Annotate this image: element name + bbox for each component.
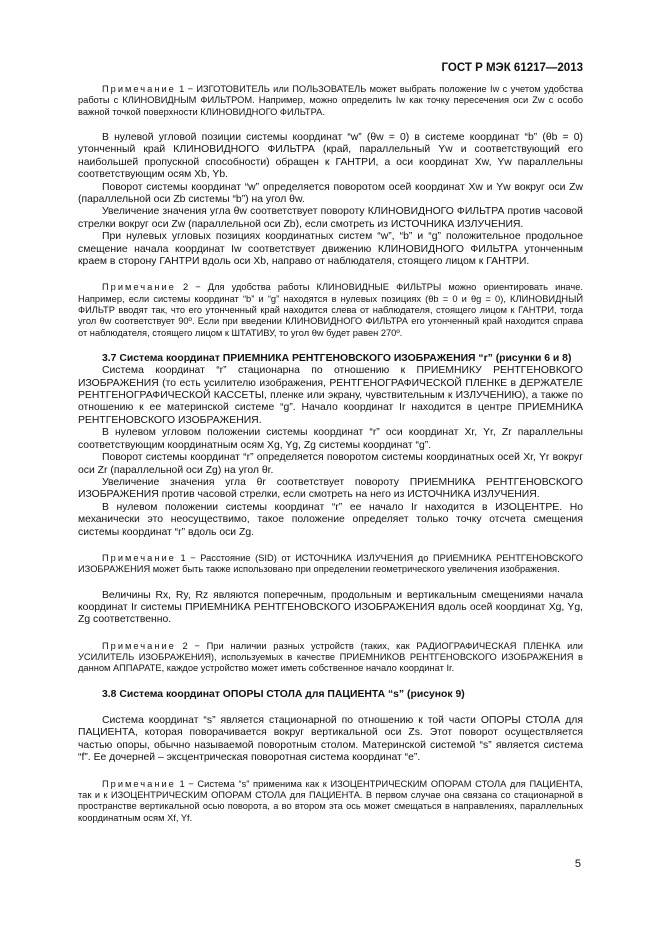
note-number: 2 − xyxy=(182,640,200,651)
note-1 xyxy=(78,84,583,118)
note-label: Примечание xyxy=(102,778,176,789)
note-1 xyxy=(78,779,583,824)
page-number: 5 xyxy=(574,858,581,870)
note-2 xyxy=(78,282,583,338)
note-label: Примечание xyxy=(102,84,176,94)
paragraph: В нулевой угловой позиции системы координат “w” (θw = 0) в системе координат “b” (θb = 0) утонченный край КЛИНОВИДНОГО ФИЛЬТРА (край, параллельный Yw и соответствующий его наибольшей пропускной способности) обращен к ГАНТРИ, а оси координат Xw, Yw параллельны соответствующим осям Xb, Yb. xyxy=(78,131,583,181)
note-number: 2 − xyxy=(182,282,201,293)
note-text: Система “s” применима как к ИЗОЦЕНТРИЧЕСКИМ ОПОРАМ СТОЛА для ПАЦИЕНТА, так и к ИЗОЦЕНТРИЧЕСКИМ ОПОРАМ СТОЛА для ПАЦИЕНТА. В первом случае она связана со стационарной в пространстве вертикальной осью поворота, а во втором эта ось может смещаться в направлениях, параллельных координатным осям Xf, Yf. xyxy=(78,778,583,823)
paragraph: При нулевых угловых позициях координатных систем “w”, “b” и “g” положительное продольное смещение начала координат Iw соответствует движению КЛИНОВИДНОГО ФИЛЬТРА утонченным краем в сторону ГАНТРИ вдоль оси Xb, направо от наблюдателя, стоящего лицом к ГАНТРИ. xyxy=(78,231,583,267)
paragraph: Система координат “s” является стационарной по отношению к той части ОПОРЫ СТОЛА для ПАЦИЕНТА, которая поворачивается вокруг вертикальной оси Zs. Этот поворот осуществляется частью опоры, обычно называемой поворотным столом. Материнской системой “s” является система “f”. Ее дочерней – эксцентрическая поворотная система координат “e”. xyxy=(78,715,583,764)
note-number: 1 − xyxy=(179,84,194,94)
paragraph: В нулевом угловом положении системы координат “r” оси координат Xr, Yr, Zr параллельны соответствующим координатным осям Xg, Yg, Zg системы координат “g”. xyxy=(78,427,583,451)
paragraph: Величины Rx, Ry, Rz являются поперечным, продольным и вертикальным смещениями начала координат Ir системы ПРИЕМНИКА РЕНТГЕНОВСКОГО ИЗОБРАЖЕНИЯ вдоль осей координат Xg, Yg, Zg соответственно. xyxy=(78,589,583,626)
page-header: ГОСТ Р МЭК 61217—2013 xyxy=(441,62,583,74)
note-text: Расстояние (SID) от ИСТОЧНИКА ИЗЛУЧЕНИЯ до ПРИЕМНИКА РЕНТГЕНОВСКОГО ИЗОБРАЖЕНИЯ может быть также использовано при определении геометрического увеличения изображения. xyxy=(78,552,583,575)
paragraph: Увеличение значения угла θw соответствует повороту КЛИНОВИДНОГО ФИЛЬТРА против часовой стрелки вокруг оси Zw (параллельной оси Zb), если смотреть из ИСТОЧНИКА ИЗЛУЧЕНИЯ. xyxy=(78,206,583,230)
note-label: Примечание xyxy=(102,640,176,651)
note-2 xyxy=(78,641,583,675)
note-1 xyxy=(78,553,583,576)
paragraph: В нулевом положении системы координат “r” ее начало Ir находится в ИЗОЦЕНТРЕ. Но механически это неосуществимо, такое положение определяет только точку отсчета смещения системы координат “r” вдоль оси Zg. xyxy=(78,501,583,538)
note-number: 1 − xyxy=(179,778,194,789)
paragraph: Увеличение значения угла θr соответствует повороту ПРИЕМНИКА РЕНТГЕНОВСКОГО ИЗОБРАЖЕНИЯ против часовой стрелки, если смотреть на него из ИСТОЧНИКА ИЗЛУЧЕНИЯ. xyxy=(78,476,583,501)
note-label: Примечание xyxy=(102,282,176,293)
section-heading-3-8: 3.8 Система координат ОПОРЫ СТОЛА для ПАЦИЕНТА “s” (рисунок 9) xyxy=(102,688,465,700)
paragraph: Поворот системы координат “w” определяется поворотом осей координат Xw и Yw вокруг оси Zw (параллельной оси Zb системы “b”) на угол θw. xyxy=(78,181,583,205)
section-heading-3-7: 3.7 Система координат ПРИЕМНИКА РЕНТГЕНОВСКОГО ИЗОБРАЖЕНИЯ “r” (рисунки 6 и 8) xyxy=(102,352,572,364)
note-text: При наличии разных устройств (таких, как РАДИОГРАФИЧЕСКАЯ ПЛЕНКА или УСИЛИТЕЛЬ ИЗОБРАЖЕНИЯ), используемых в качестве ПРИЕМНИКОВ РЕНТГЕНОВСКОГО ИЗОБРАЖЕНИЯ в данном АППАРАТЕ, каждое устройство может иметь собственное начало координат Ir. xyxy=(78,640,583,674)
paragraph: Поворот системы координат “r” определяется поворотом системы координатных осей Xr, Yr вокруг оси Zr (параллельной оси Zg) на угол θr. xyxy=(78,452,583,476)
note-number: 1 − xyxy=(180,552,196,563)
note-text: Для удобства работы КЛИНОВИДНЫЕ ФИЛЬТРЫ можно ориентировать иначе. Например, если системы координат “b” и “g” находятся в нулевых позициях (θb = 0 и θg = 0), КЛИНОВИДНЫЙ ФИЛЬТР вводят так, что его утонченный край находится слева от наблюдателя, стоящего лицом к ГАНТРИ, тогда угол θw соответствует 90º. Если при введении КЛИНОВИДНОГО ФИЛЬТРА его утонченный край находится справа от наблюдателя, стоящего лицом к ШТАТИВУ, то угол θw будет равен 270º. xyxy=(78,282,583,338)
paragraph: Система координат “r” стационарна по отношению к ПРИЕМНИКУ РЕНТГЕНОВКОГО ИЗОБРАЖЕНИЯ (то есть усилителю изображения, РЕНТГЕНОГРАФИЧЕСКОЙ ПЛЕНКЕ в ДЕРЖАТЕЛЕ РЕНТГЕНОГРАФИЧЕСКОЙ КАССЕТЫ, пленке или экрану, чувствительным к ИЗЛУЧЕНИЮ), а также по отношению к ее материнской системе “g”. Начало координат Ir находится в центре ПРИЕМНИКА РЕНТГЕНОВСКОГО ИЗОБРАЖЕНИЯ. xyxy=(78,365,583,426)
note-text: ИЗГОТОВИТЕЛЬ или ПОЛЬЗОВАТЕЛЬ может выбрать положение Iw с учетом удобства работы с КЛИНОВИДНЫМ ФИЛЬТРОМ. Например, можно определить Iw как точку пересечения оси Zw с особо важной точкой поверхности КЛИНОВИДНОГО ФИЛЬТРА. xyxy=(78,84,584,117)
note-label: Примечание xyxy=(102,552,176,563)
